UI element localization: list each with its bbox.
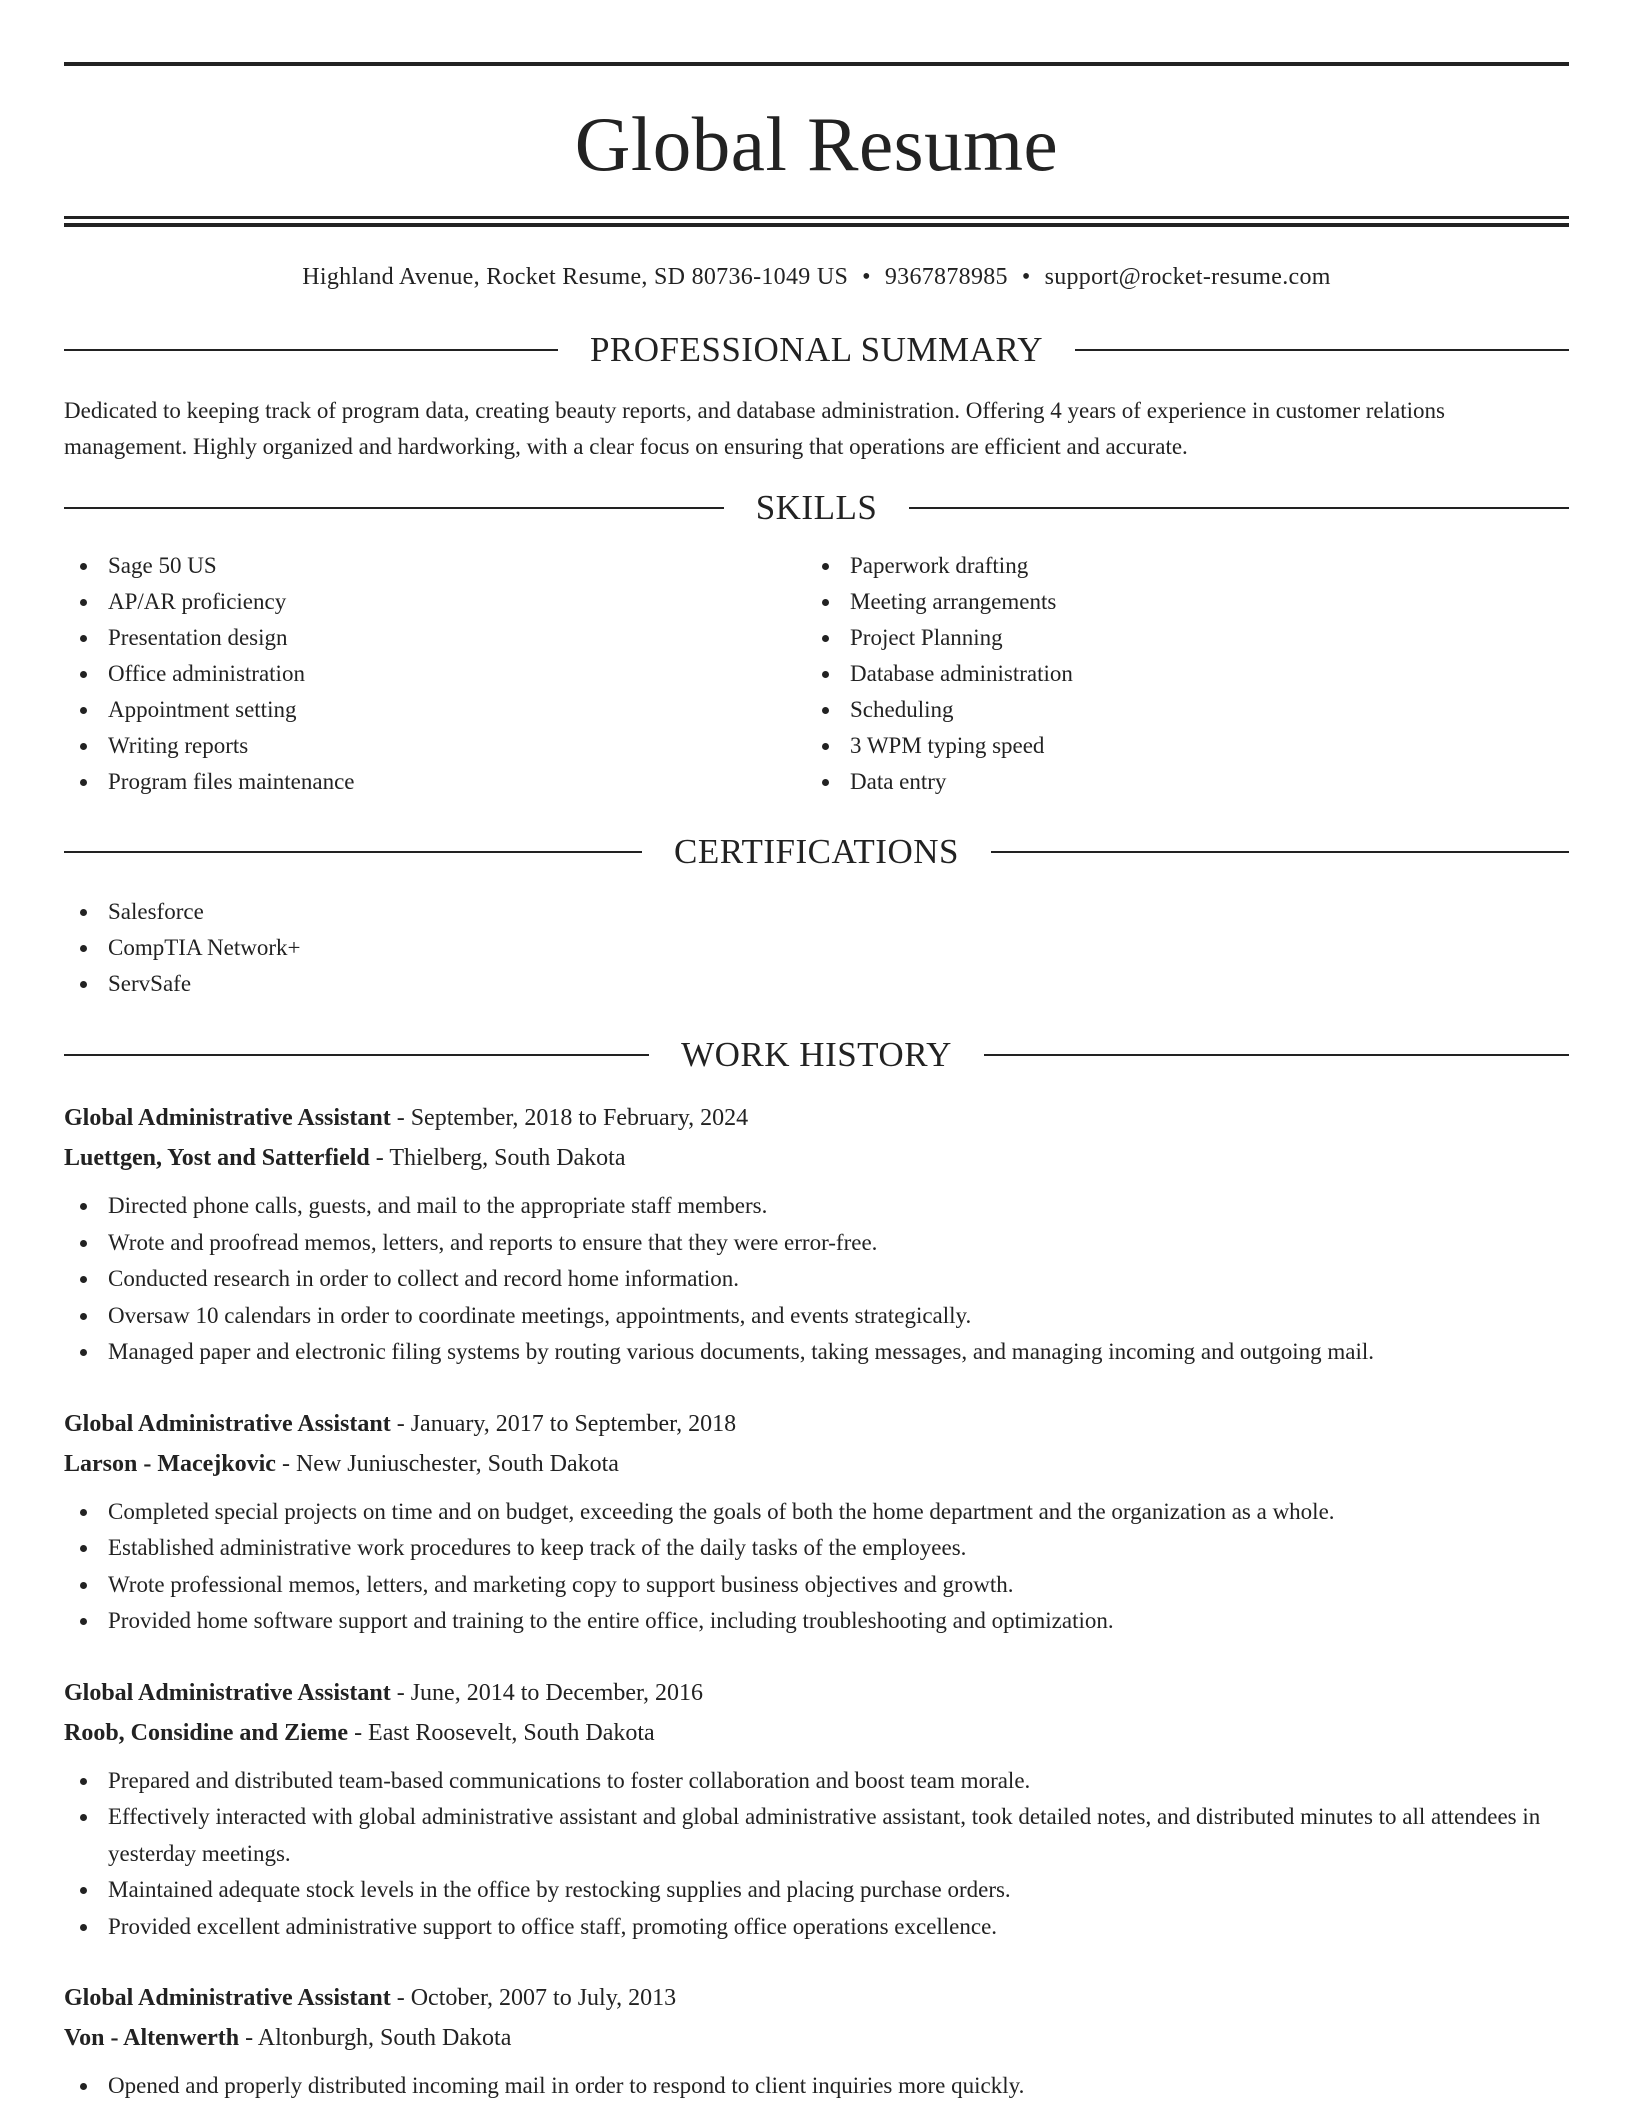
job-company: Von - Altenwerth xyxy=(64,2025,240,2051)
list-item: Conducted research in order to collect and record home information. xyxy=(64,1261,1569,1298)
heading-rule-left xyxy=(64,349,558,351)
skills-list-left xyxy=(64,548,806,800)
job-title-line xyxy=(64,1673,1569,1713)
section-heading-work-history xyxy=(64,1035,1569,1075)
list-item: Maintained adequate stock levels in the office by restocking supplies and placing purchase orders. xyxy=(64,1872,1569,1909)
section-title: PROFESSIONAL SUMMARY xyxy=(589,330,1044,369)
list-item: AP/AR proficiency xyxy=(64,584,806,620)
job-location: - New Juniuschester, South Dakota xyxy=(275,1450,619,1477)
section-title: CERTIFICATIONS xyxy=(674,832,959,871)
job-company-line xyxy=(64,1138,1569,1178)
contact-separator: • xyxy=(862,264,871,290)
section-title: SKILLS xyxy=(755,488,878,527)
list-item: Salesforce xyxy=(64,894,1569,930)
job-dates: - January, 2017 to September, 2018 xyxy=(390,1410,737,1437)
skills-columns xyxy=(64,548,1569,800)
top-rule xyxy=(64,62,1569,66)
list-item: Writing reports xyxy=(64,728,806,764)
list-item: Meeting arrangements xyxy=(806,584,1548,620)
list-item: Paperwork drafting xyxy=(806,548,1548,584)
list-item: Wrote professional memos, letters, and marketing copy to support business objectives and growth. xyxy=(64,1567,1569,1604)
section-heading-summary xyxy=(64,330,1569,370)
job-title: Global Administrative Assistant xyxy=(64,1985,391,2011)
contact-phone: 9367878985 xyxy=(884,264,1008,290)
heading-rule-right xyxy=(1075,349,1569,351)
heading-rule-left xyxy=(64,851,642,853)
list-item: Completed special projects on time and on budget, exceeding the goals of both the home department and the organization as a whole. xyxy=(64,1494,1569,1531)
contact-address: Highland Avenue, Rocket Resume, SD 80736-1049 US xyxy=(302,264,849,290)
list-item: Sage 50 US xyxy=(64,548,806,584)
list-item: Data entry xyxy=(806,764,1548,800)
list-item: Effectively interacted with global administrative assistant and global administrative assistant, took detailed notes, and distributed minutes to all attendees in yesterday meetings. xyxy=(64,1799,1569,1872)
job-dates: - October, 2007 to July, 2013 xyxy=(390,1985,677,2011)
list-item: Provided excellent administrative support to office staff, promoting office operations excellence. xyxy=(64,1909,1569,1946)
list-item: Project Planning xyxy=(806,620,1548,656)
list-item: Prepared and distributed team-based communications to foster collaboration and boost team morale. xyxy=(64,1763,1569,1800)
job-location: - Thielberg, South Dakota xyxy=(369,1145,626,1171)
heading-rule-right xyxy=(991,851,1569,853)
list-item: Appointment setting xyxy=(64,692,806,728)
work-history-list xyxy=(64,1098,1569,2105)
skills-list-right xyxy=(806,548,1548,800)
job-dates: - September, 2018 to February, 2024 xyxy=(390,1105,749,1131)
certifications-list xyxy=(64,894,1569,1002)
list-item: ServSafe xyxy=(64,966,1569,1002)
job-title-line xyxy=(64,1404,1569,1444)
job-duties-list xyxy=(64,1494,1569,1640)
job-entry xyxy=(64,1404,1569,1640)
job-entry xyxy=(64,1673,1569,1946)
job-location: - Altonburgh, South Dakota xyxy=(239,2025,512,2051)
job-dates: - June, 2014 to December, 2016 xyxy=(390,1679,704,1706)
job-company-line xyxy=(64,1713,1569,1753)
job-entry xyxy=(64,1978,1569,2105)
list-item: Managed paper and electronic filing systems by routing various documents, taking messages, and managing incoming and outgoing mail. xyxy=(64,1334,1569,1371)
list-item: CompTIA Network+ xyxy=(64,930,1569,966)
resume-name: Global Resume xyxy=(574,101,1059,187)
job-title-line xyxy=(64,1978,1569,2018)
list-item: Program files maintenance xyxy=(64,764,806,800)
section-heading-skills xyxy=(64,488,1569,528)
contact-line xyxy=(64,262,1569,292)
header-double-rule xyxy=(64,216,1569,227)
job-title: Global Administrative Assistant xyxy=(64,1410,391,1437)
job-location: - East Roosevelt, South Dakota xyxy=(348,1719,655,1746)
list-item: Presentation design xyxy=(64,620,806,656)
job-title: Global Administrative Assistant xyxy=(64,1679,391,1706)
list-item: Directed phone calls, guests, and mail to the appropriate staff members. xyxy=(64,1188,1569,1225)
contact-email: support@rocket-resume.com xyxy=(1044,264,1331,290)
job-duties-list xyxy=(64,2068,1569,2105)
list-item: Established administrative work procedures to keep track of the daily tasks of the employees. xyxy=(64,1530,1569,1567)
job-duties-list xyxy=(64,1188,1569,1371)
list-item: Office administration xyxy=(64,656,806,692)
list-item: Oversaw 10 calendars in order to coordinate meetings, appointments, and events strategically. xyxy=(64,1298,1569,1335)
list-item: Wrote and proofread memos, letters, and reports to ensure that they were error-free. xyxy=(64,1225,1569,1262)
job-duties-list xyxy=(64,1763,1569,1946)
job-company-line xyxy=(64,2018,1569,2058)
list-item: Opened and properly distributed incoming mail in order to respond to client inquiries more quickly. xyxy=(64,2068,1569,2105)
job-title: Global Administrative Assistant xyxy=(64,1105,391,1131)
summary-text: Dedicated to keeping track of program data, creating beauty reports, and database administration. Offering 4 years of experience in customer relations management. Highly organized and hardworking, with a clear focus on ensuring that operations are efficient and accurate. xyxy=(64,398,1445,459)
heading-rule-right xyxy=(984,1054,1569,1056)
contact-separator: • xyxy=(1021,264,1031,290)
job-company: Larson - Macejkovic xyxy=(64,1450,276,1477)
job-entry xyxy=(64,1098,1569,1371)
section-heading-certifications xyxy=(64,832,1569,872)
job-company-line xyxy=(64,1444,1569,1484)
section-title: WORK HISTORY xyxy=(681,1035,952,1074)
heading-rule-right xyxy=(909,507,1569,509)
list-item: Scheduling xyxy=(806,692,1548,728)
list-item: Provided home software support and training to the entire office, including troubleshooting and optimization. xyxy=(64,1603,1569,1640)
list-item: 3 WPM typing speed xyxy=(806,728,1548,764)
job-company: Roob, Considine and Zieme xyxy=(64,1719,349,1746)
heading-rule-left xyxy=(64,507,724,509)
heading-rule-left xyxy=(64,1054,649,1056)
job-company: Luettgen, Yost and Satterfield xyxy=(64,1145,370,1171)
list-item: Database administration xyxy=(806,656,1548,692)
job-title-line xyxy=(64,1098,1569,1138)
resume-page xyxy=(64,62,1569,2105)
